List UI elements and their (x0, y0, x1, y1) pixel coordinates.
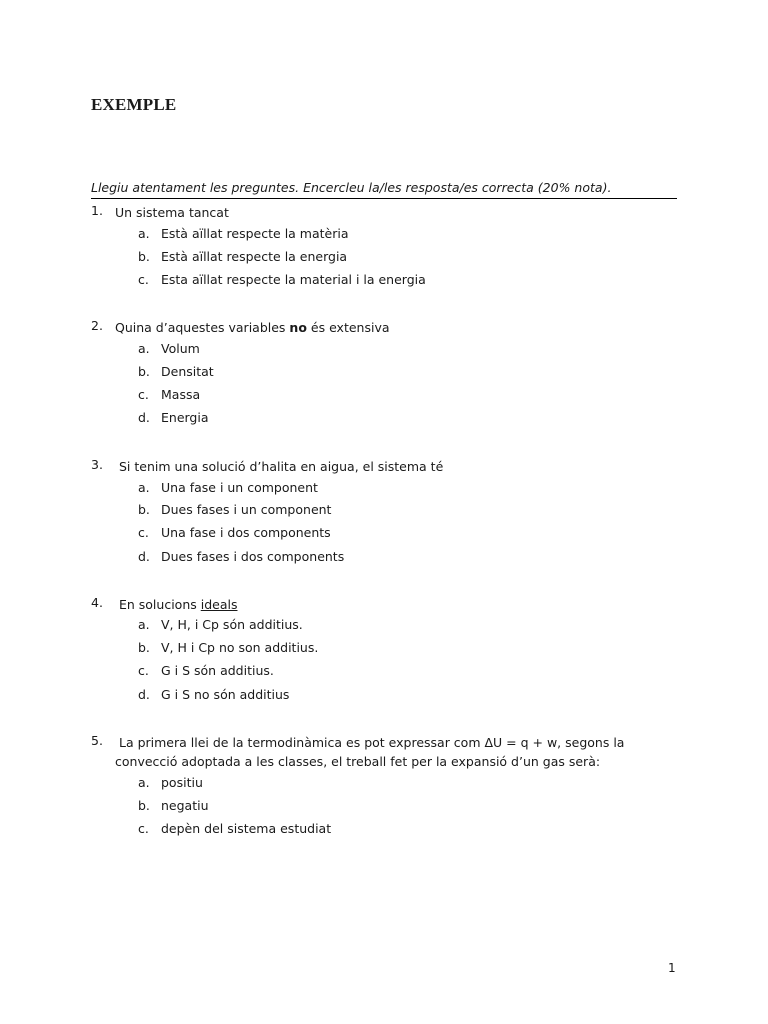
option-text: Densitat (161, 364, 214, 379)
option-text: Una fase i un component (161, 480, 318, 495)
option-text: Dues fases i dos components (161, 549, 345, 564)
document-title: EXEMPLE (91, 95, 177, 114)
option-text: Està aïllat respecte la energia (161, 249, 348, 264)
question-text-line-1: La primera llei de la termodinàmica es pot expressar com ΔU = q + w, segons la (115, 735, 625, 750)
option-text: negatiu (161, 798, 209, 813)
option-text: Volum (161, 341, 200, 356)
option-3d[interactable] (0, 549, 768, 569)
option-letter: c. (138, 525, 149, 540)
question-number: 4. (91, 595, 103, 610)
question-text: Si tenim una solució d’halita en aigua, el sistema té (115, 459, 444, 474)
option-text: Massa (161, 387, 201, 402)
option-text: Energia (161, 410, 209, 425)
question-text-before: En solucions (115, 597, 201, 612)
option-2d[interactable] (0, 410, 768, 430)
option-letter: a. (138, 617, 150, 632)
option-3c[interactable] (0, 525, 768, 545)
option-letter: a. (138, 775, 150, 790)
option-text: Està aïllat respecte la matèria (161, 226, 349, 241)
question-text-underlined: ideals (200, 597, 238, 612)
option-3b[interactable] (0, 502, 768, 522)
option-text: Esta aïllat respecte la material i la energia (161, 272, 426, 287)
option-text: V, H, i Cp són additius. (161, 617, 303, 632)
option-letter: a. (138, 480, 150, 495)
option-2b[interactable] (0, 364, 768, 384)
question-number: 2. (91, 318, 103, 333)
option-1b[interactable] (0, 249, 768, 269)
option-text: Dues fases i un component (161, 502, 332, 517)
question-text-bold: no (289, 320, 307, 335)
option-letter: a. (138, 341, 150, 356)
option-3a[interactable] (0, 480, 768, 500)
question-number: 3. (91, 457, 103, 472)
option-letter: c. (138, 663, 149, 678)
option-1a[interactable] (0, 226, 768, 246)
question-text (115, 595, 675, 614)
option-letter: d. (138, 549, 150, 564)
option-text: Una fase i dos components (161, 525, 331, 540)
option-1c[interactable] (0, 272, 768, 292)
option-2a[interactable] (0, 341, 768, 361)
option-4d[interactable] (0, 687, 768, 707)
question-text-after: és extensiva (306, 320, 390, 335)
question-text: Un sistema tancat (115, 205, 229, 220)
option-letter: b. (138, 364, 150, 379)
option-4a[interactable] (0, 617, 768, 637)
option-letter: b. (138, 249, 150, 264)
question-number: 5. (91, 733, 103, 748)
option-letter: a. (138, 226, 150, 241)
question-text-before: Quina d’aquestes variables (115, 320, 290, 335)
option-5c[interactable] (0, 821, 768, 841)
option-letter: d. (138, 410, 150, 425)
option-letter: c. (138, 821, 149, 836)
option-letter: b. (138, 798, 150, 813)
option-letter: b. (138, 640, 150, 655)
option-4c[interactable] (0, 663, 768, 683)
option-5b[interactable] (0, 798, 768, 818)
option-2c[interactable] (0, 387, 768, 407)
question-text (115, 318, 675, 337)
option-letter: c. (138, 272, 149, 287)
instructions: Llegiu atentament les preguntes. Encercleu la/les resposta/es correcta (20% nota). (91, 180, 677, 199)
option-letter: c. (138, 387, 149, 402)
option-text: G i S són additius. (161, 663, 274, 678)
option-5a[interactable] (0, 775, 768, 795)
option-text: V, H i Cp no son additius. (161, 640, 319, 655)
option-4b[interactable] (0, 640, 768, 660)
option-letter: d. (138, 687, 150, 702)
question-text-line-2: convecció adoptada a les classes, el treball fet per la expansió d’un gas serà: (115, 754, 601, 769)
question-number: 1. (91, 203, 103, 218)
option-text: G i S no són additius (161, 687, 290, 702)
option-text: positiu (161, 775, 203, 790)
page-number: 1 (668, 961, 676, 975)
option-letter: b. (138, 502, 150, 517)
option-text: depèn del sistema estudiat (161, 821, 332, 836)
